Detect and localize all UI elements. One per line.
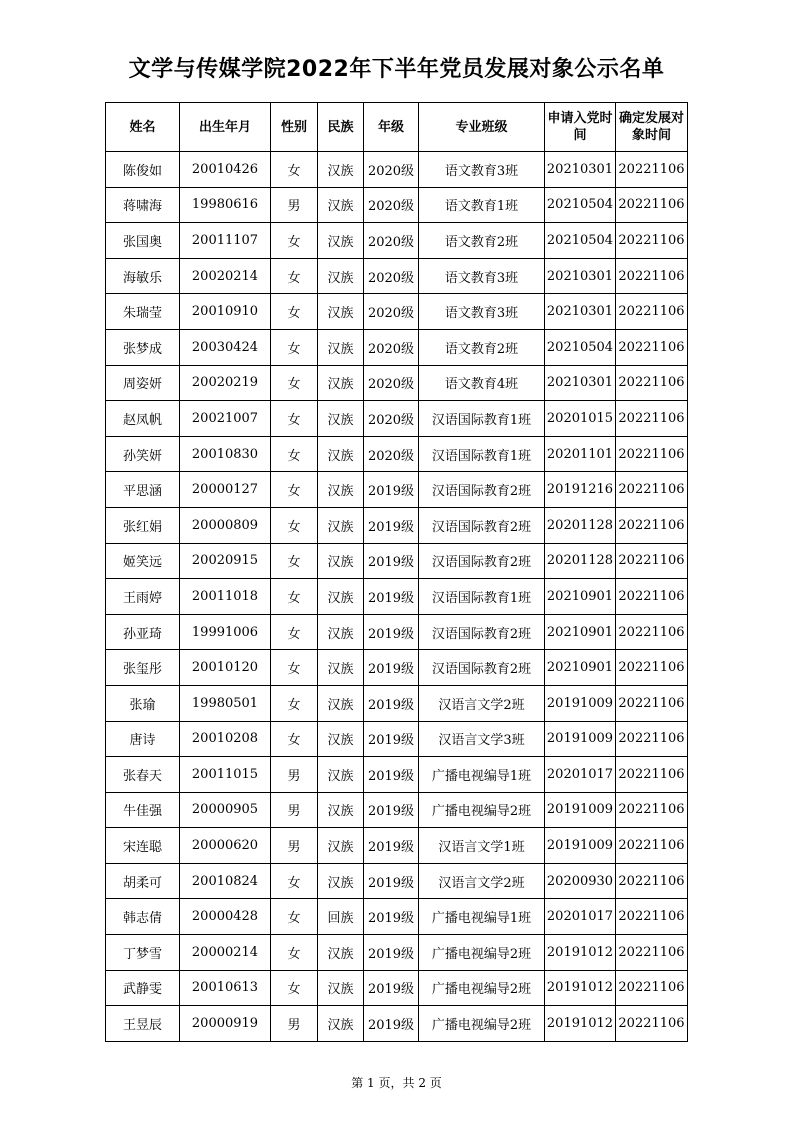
cell-name: 张瑜 — [106, 685, 180, 721]
cell-major-class: 语文教育4班 — [419, 365, 545, 401]
cell-ethnicity: 汉族 — [318, 721, 364, 757]
cell-application-date: 20210901 — [545, 614, 616, 650]
cell-major-class: 广播电视编导2班 — [419, 1006, 545, 1042]
cell-ethnicity: 汉族 — [318, 152, 364, 188]
cell-name: 姬笑远 — [106, 543, 180, 579]
cell-birth-date: 20000919 — [180, 1006, 271, 1042]
table-row — [106, 223, 688, 259]
cell-ethnicity: 汉族 — [318, 757, 364, 793]
cell-confirm-date: 20221106 — [616, 258, 688, 294]
cell-birth-date: 20010613 — [180, 970, 271, 1006]
cell-gender: 女 — [271, 863, 318, 899]
table-row — [106, 650, 688, 686]
cell-confirm-date: 20221106 — [616, 792, 688, 828]
cell-gender: 女 — [271, 401, 318, 437]
cell-confirm-date: 20221106 — [616, 507, 688, 543]
table-row — [106, 543, 688, 579]
cell-grade: 2019级 — [364, 828, 419, 864]
cell-name: 胡柔可 — [106, 863, 180, 899]
table-row — [106, 579, 688, 615]
cell-confirm-date: 20221106 — [616, 579, 688, 615]
cell-major-class: 语文教育2班 — [419, 223, 545, 259]
cell-major-class: 汉语国际教育2班 — [419, 543, 545, 579]
cell-ethnicity: 汉族 — [318, 507, 364, 543]
cell-grade: 2020级 — [364, 294, 419, 330]
cell-confirm-date: 20221106 — [616, 401, 688, 437]
cell-ethnicity: 汉族 — [318, 935, 364, 971]
cell-name: 王雨婷 — [106, 579, 180, 615]
table-body — [106, 152, 688, 1042]
cell-major-class: 汉语国际教育2班 — [419, 507, 545, 543]
cell-application-date: 20210301 — [545, 152, 616, 188]
cell-major-class: 语文教育2班 — [419, 329, 545, 365]
header-gender: 性别 — [271, 103, 318, 152]
header-confirm-date: 确定发展对象时间 — [616, 103, 688, 152]
cell-application-date: 20210301 — [545, 294, 616, 330]
cell-name: 孙笑妍 — [106, 436, 180, 472]
cell-birth-date: 20021007 — [180, 401, 271, 437]
cell-birth-date: 20030424 — [180, 329, 271, 365]
cell-grade: 2019级 — [364, 1006, 419, 1042]
cell-birth-date: 20020214 — [180, 258, 271, 294]
cell-confirm-date: 20221106 — [616, 436, 688, 472]
cell-confirm-date: 20221106 — [616, 152, 688, 188]
header-row — [106, 103, 688, 152]
cell-application-date: 20191009 — [545, 685, 616, 721]
cell-grade: 2019级 — [364, 721, 419, 757]
header-name: 姓名 — [106, 103, 180, 152]
cell-gender: 女 — [271, 152, 318, 188]
cell-name: 武静雯 — [106, 970, 180, 1006]
cell-grade: 2019级 — [364, 757, 419, 793]
header-grade: 年级 — [364, 103, 419, 152]
cell-name: 牛佳强 — [106, 792, 180, 828]
cell-application-date: 20210301 — [545, 258, 616, 294]
cell-birth-date: 20000428 — [180, 899, 271, 935]
cell-confirm-date: 20221106 — [616, 650, 688, 686]
cell-application-date: 20201101 — [545, 436, 616, 472]
table-row — [106, 970, 688, 1006]
cell-name: 张春天 — [106, 757, 180, 793]
cell-confirm-date: 20221106 — [616, 899, 688, 935]
table-row — [106, 828, 688, 864]
cell-name: 韩志倩 — [106, 899, 180, 935]
cell-birth-date: 20000127 — [180, 472, 271, 508]
cell-major-class: 语文教育3班 — [419, 258, 545, 294]
cell-confirm-date: 20221106 — [616, 935, 688, 971]
cell-grade: 2020级 — [364, 365, 419, 401]
cell-birth-date: 20000809 — [180, 507, 271, 543]
cell-ethnicity: 汉族 — [318, 187, 364, 223]
table-row — [106, 721, 688, 757]
cell-application-date: 20210901 — [545, 579, 616, 615]
cell-application-date: 20191012 — [545, 970, 616, 1006]
cell-application-date: 20210504 — [545, 329, 616, 365]
cell-major-class: 广播电视编导1班 — [419, 757, 545, 793]
cell-name: 周姿妍 — [106, 365, 180, 401]
cell-birth-date: 20020915 — [180, 543, 271, 579]
cell-ethnicity: 汉族 — [318, 329, 364, 365]
cell-major-class: 汉语国际教育2班 — [419, 650, 545, 686]
cell-application-date: 20200930 — [545, 863, 616, 899]
cell-application-date: 20210901 — [545, 650, 616, 686]
cell-ethnicity: 汉族 — [318, 401, 364, 437]
cell-grade: 2019级 — [364, 472, 419, 508]
cell-grade: 2019级 — [364, 970, 419, 1006]
header-ethnicity: 民族 — [318, 103, 364, 152]
cell-ethnicity: 汉族 — [318, 579, 364, 615]
header-application-date: 申请入党时间 — [545, 103, 616, 152]
table-row — [106, 757, 688, 793]
cell-gender: 女 — [271, 436, 318, 472]
cell-major-class: 汉语国际教育1班 — [419, 401, 545, 437]
cell-major-class: 汉语言文学2班 — [419, 863, 545, 899]
cell-grade: 2020级 — [364, 187, 419, 223]
cell-gender: 女 — [271, 579, 318, 615]
table-row — [106, 1006, 688, 1042]
table-row — [106, 365, 688, 401]
cell-birth-date: 20010824 — [180, 863, 271, 899]
cell-confirm-date: 20221106 — [616, 187, 688, 223]
table-row — [106, 152, 688, 188]
cell-ethnicity: 汉族 — [318, 436, 364, 472]
cell-birth-date: 20000214 — [180, 935, 271, 971]
cell-major-class: 汉语言文学2班 — [419, 685, 545, 721]
cell-grade: 2020级 — [364, 258, 419, 294]
cell-application-date: 20191009 — [545, 792, 616, 828]
cell-grade: 2020级 — [364, 223, 419, 259]
cell-major-class: 语文教育1班 — [419, 187, 545, 223]
cell-grade: 2019级 — [364, 614, 419, 650]
cell-gender: 女 — [271, 899, 318, 935]
table-row — [106, 863, 688, 899]
cell-birth-date: 20010426 — [180, 152, 271, 188]
cell-confirm-date: 20221106 — [616, 543, 688, 579]
cell-confirm-date: 20221106 — [616, 472, 688, 508]
table-row — [106, 792, 688, 828]
cell-name: 丁梦雪 — [106, 935, 180, 971]
cell-application-date: 20201128 — [545, 507, 616, 543]
table-row — [106, 472, 688, 508]
table-row — [106, 436, 688, 472]
cell-gender: 女 — [271, 721, 318, 757]
cell-name: 平思涵 — [106, 472, 180, 508]
cell-confirm-date: 20221106 — [616, 721, 688, 757]
cell-ethnicity: 汉族 — [318, 223, 364, 259]
cell-application-date: 20191009 — [545, 828, 616, 864]
page-footer: 第 1 页，共 2 页 — [351, 1076, 442, 1090]
table-row — [106, 935, 688, 971]
header-birth-date: 出生年月 — [180, 103, 271, 152]
table-row — [106, 614, 688, 650]
table-row — [106, 401, 688, 437]
cell-ethnicity: 汉族 — [318, 1006, 364, 1042]
cell-gender: 女 — [271, 507, 318, 543]
cell-application-date: 20191216 — [545, 472, 616, 508]
cell-gender: 男 — [271, 1006, 318, 1042]
cell-name: 张玺彤 — [106, 650, 180, 686]
cell-grade: 2020级 — [364, 329, 419, 365]
cell-grade: 2019级 — [364, 579, 419, 615]
cell-grade: 2019级 — [364, 863, 419, 899]
cell-confirm-date: 20221106 — [616, 223, 688, 259]
cell-birth-date: 20011107 — [180, 223, 271, 259]
cell-ethnicity: 汉族 — [318, 685, 364, 721]
cell-application-date: 20210504 — [545, 223, 616, 259]
cell-major-class: 汉语言文学3班 — [419, 721, 545, 757]
cell-ethnicity: 汉族 — [318, 828, 364, 864]
table-row — [106, 507, 688, 543]
document-title: 文学与传媒学院2022年下半年党员发展对象公示名单 — [128, 57, 665, 82]
cell-grade: 2019级 — [364, 792, 419, 828]
cell-gender: 男 — [271, 757, 318, 793]
cell-birth-date: 20010120 — [180, 650, 271, 686]
header-major-class: 专业班级 — [419, 103, 545, 152]
cell-name: 海敏乐 — [106, 258, 180, 294]
cell-name: 张国奥 — [106, 223, 180, 259]
cell-gender: 女 — [271, 258, 318, 294]
cell-grade: 2019级 — [364, 899, 419, 935]
cell-name: 赵凤帆 — [106, 401, 180, 437]
cell-birth-date: 20010208 — [180, 721, 271, 757]
cell-name: 张红娟 — [106, 507, 180, 543]
cell-ethnicity: 汉族 — [318, 614, 364, 650]
cell-name: 张梦成 — [106, 329, 180, 365]
cell-name: 蒋啸海 — [106, 187, 180, 223]
cell-application-date: 20210504 — [545, 187, 616, 223]
cell-application-date: 20191012 — [545, 935, 616, 971]
cell-gender: 女 — [271, 685, 318, 721]
table-row — [106, 294, 688, 330]
cell-confirm-date: 20221106 — [616, 294, 688, 330]
cell-birth-date: 20011015 — [180, 757, 271, 793]
cell-gender: 女 — [271, 365, 318, 401]
cell-name: 唐诗 — [106, 721, 180, 757]
cell-major-class: 广播电视编导1班 — [419, 899, 545, 935]
table-row — [106, 899, 688, 935]
cell-ethnicity: 汉族 — [318, 792, 364, 828]
cell-major-class: 汉语国际教育2班 — [419, 472, 545, 508]
cell-gender: 女 — [271, 935, 318, 971]
cell-ethnicity: 汉族 — [318, 970, 364, 1006]
cell-ethnicity: 汉族 — [318, 258, 364, 294]
cell-confirm-date: 20221106 — [616, 757, 688, 793]
cell-birth-date: 20010910 — [180, 294, 271, 330]
cell-birth-date: 20010830 — [180, 436, 271, 472]
cell-major-class: 广播电视编导2班 — [419, 935, 545, 971]
cell-gender: 女 — [271, 294, 318, 330]
cell-major-class: 汉语国际教育1班 — [419, 579, 545, 615]
cell-confirm-date: 20221106 — [616, 1006, 688, 1042]
cell-application-date: 20201015 — [545, 401, 616, 437]
table-row — [106, 258, 688, 294]
cell-grade: 2019级 — [364, 543, 419, 579]
cell-major-class: 汉语言文学1班 — [419, 828, 545, 864]
cell-application-date: 20201128 — [545, 543, 616, 579]
cell-ethnicity: 汉族 — [318, 294, 364, 330]
roster-table — [105, 102, 688, 1042]
cell-grade: 2020级 — [364, 152, 419, 188]
table-row — [106, 187, 688, 223]
cell-name: 王昱辰 — [106, 1006, 180, 1042]
cell-ethnicity: 汉族 — [318, 650, 364, 686]
cell-major-class: 汉语国际教育1班 — [419, 436, 545, 472]
cell-gender: 女 — [271, 650, 318, 686]
cell-application-date: 20191009 — [545, 721, 616, 757]
cell-application-date: 20191012 — [545, 1006, 616, 1042]
table-row — [106, 329, 688, 365]
cell-grade: 2020级 — [364, 401, 419, 437]
cell-grade: 2019级 — [364, 685, 419, 721]
cell-gender: 女 — [271, 543, 318, 579]
cell-confirm-date: 20221106 — [616, 614, 688, 650]
cell-birth-date: 19991006 — [180, 614, 271, 650]
cell-major-class: 语文教育3班 — [419, 294, 545, 330]
cell-gender: 男 — [271, 828, 318, 864]
cell-gender: 女 — [271, 614, 318, 650]
cell-name: 陈俊如 — [106, 152, 180, 188]
cell-confirm-date: 20221106 — [616, 970, 688, 1006]
cell-birth-date: 20020219 — [180, 365, 271, 401]
cell-ethnicity: 回族 — [318, 899, 364, 935]
cell-ethnicity: 汉族 — [318, 472, 364, 508]
cell-application-date: 20210301 — [545, 365, 616, 401]
cell-confirm-date: 20221106 — [616, 329, 688, 365]
cell-grade: 2019级 — [364, 935, 419, 971]
cell-application-date: 20201017 — [545, 899, 616, 935]
cell-grade: 2020级 — [364, 436, 419, 472]
cell-gender: 女 — [271, 223, 318, 259]
cell-birth-date: 20000620 — [180, 828, 271, 864]
cell-name: 朱瑞莹 — [106, 294, 180, 330]
cell-birth-date: 20000905 — [180, 792, 271, 828]
cell-grade: 2019级 — [364, 650, 419, 686]
cell-birth-date: 19980616 — [180, 187, 271, 223]
cell-name: 孙亚琦 — [106, 614, 180, 650]
cell-name: 宋连聪 — [106, 828, 180, 864]
cell-application-date: 20201017 — [545, 757, 616, 793]
cell-confirm-date: 20221106 — [616, 828, 688, 864]
cell-gender: 男 — [271, 187, 318, 223]
cell-grade: 2019级 — [364, 507, 419, 543]
cell-gender: 女 — [271, 970, 318, 1006]
cell-ethnicity: 汉族 — [318, 543, 364, 579]
cell-confirm-date: 20221106 — [616, 685, 688, 721]
cell-gender: 女 — [271, 329, 318, 365]
cell-major-class: 广播电视编导2班 — [419, 970, 545, 1006]
cell-birth-date: 20011018 — [180, 579, 271, 615]
cell-ethnicity: 汉族 — [318, 365, 364, 401]
cell-birth-date: 19980501 — [180, 685, 271, 721]
cell-major-class: 语文教育3班 — [419, 152, 545, 188]
cell-confirm-date: 20221106 — [616, 863, 688, 899]
cell-gender: 女 — [271, 472, 318, 508]
cell-major-class: 广播电视编导2班 — [419, 792, 545, 828]
cell-major-class: 汉语国际教育2班 — [419, 614, 545, 650]
cell-ethnicity: 汉族 — [318, 863, 364, 899]
cell-gender: 男 — [271, 792, 318, 828]
table-row — [106, 685, 688, 721]
cell-confirm-date: 20221106 — [616, 365, 688, 401]
